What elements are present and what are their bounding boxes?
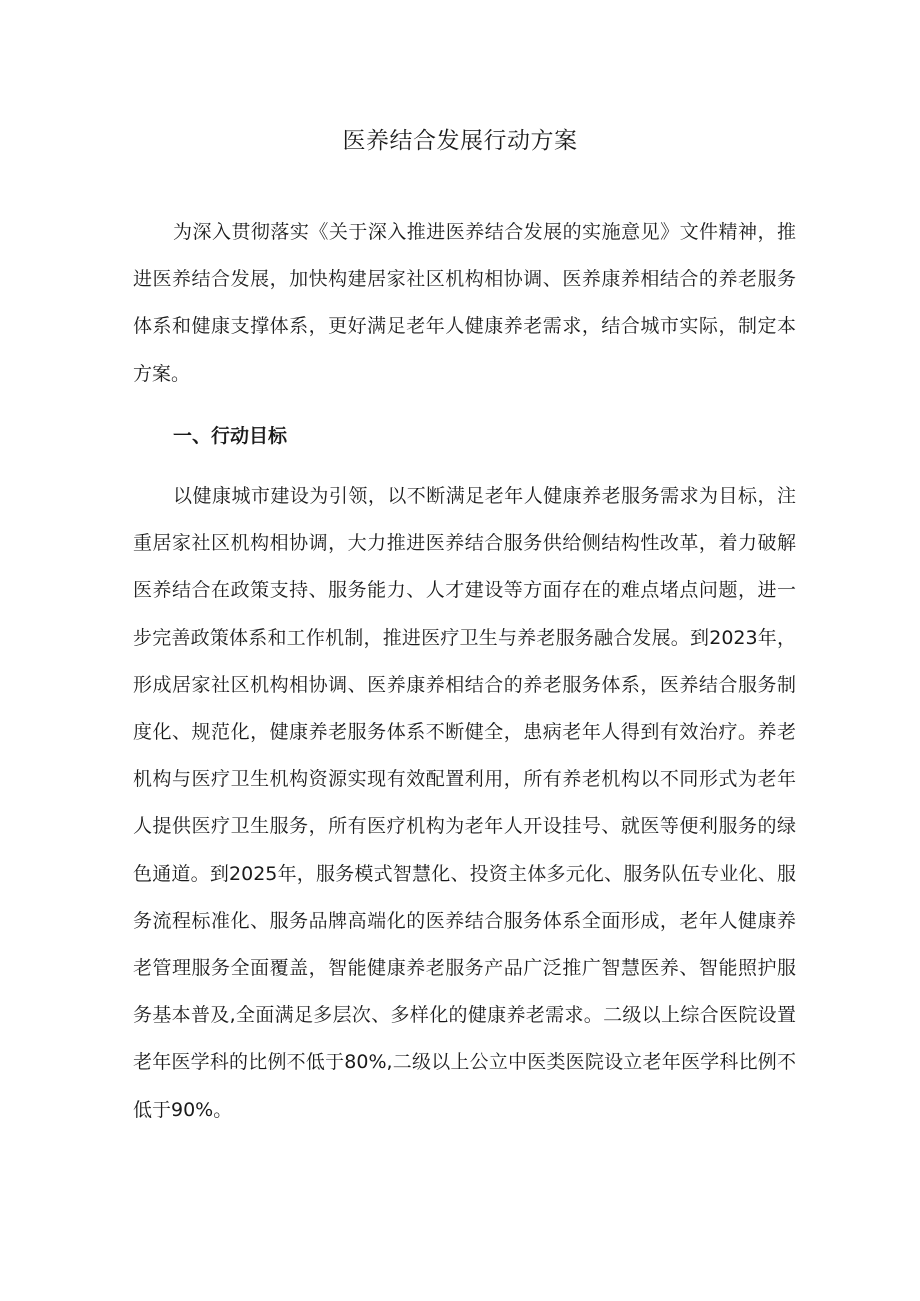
- section-heading: 一、行动目标: [173, 425, 288, 447]
- document-title: 医养结合发展行动方案: [342, 128, 578, 154]
- intro-paragraph: 为深入贯彻落实《关于深入推进医养结合发展的实施意见》文件精神，推进医养结合发展，加快构建居家社区机构相协调、医养康养相结合的养老服务体系和健康支撑体系，更好满足老年人健康养老需求，结合城市实际，制定本方案。: [133, 221, 796, 385]
- section-paragraph: 以健康城市建设为引领，以不断满足老年人健康养老服务需求为目标，注重居家社区机构相协调，大力推进医养结合服务供给侧结构性改革，着力破解医养结合在政策支持、服务能力、人才建设等方面存在的难点堵点问题，进一步完善政策体系和工作机制，推进医疗卫生与养老服务融合发展。到2023年，形成居家社区机构相协调、医养康养相结合的养老服务体系，医养结合服务制度化、规范化，健康养老服务体系不断健全，患病老年人得到有效治疗。养老机构与医疗卫生机构资源实现有效配置利用，所有养老机构以不同形式为老年人提供医疗卫生服务，所有医疗机构为老年人开设挂号、就医等便利服务的绿色通道。到2025年，服务模式智慧化、投资主体多元化、服务队伍专业化、服务流程标准化、服务品牌高端化的医养结合服务体系全面形成，老年人健康养老管理服务全面覆盖，智能健康养老服务产品广泛推广智慧医养、智能照护服务基本普及,全面满足多层次、多样化的健康养老需求。二级以上综合医院设置老年医学科的比例不低于80%,二级以上公立中医类医院设立老年医学科比例不低于90%。: [133, 485, 796, 1121]
